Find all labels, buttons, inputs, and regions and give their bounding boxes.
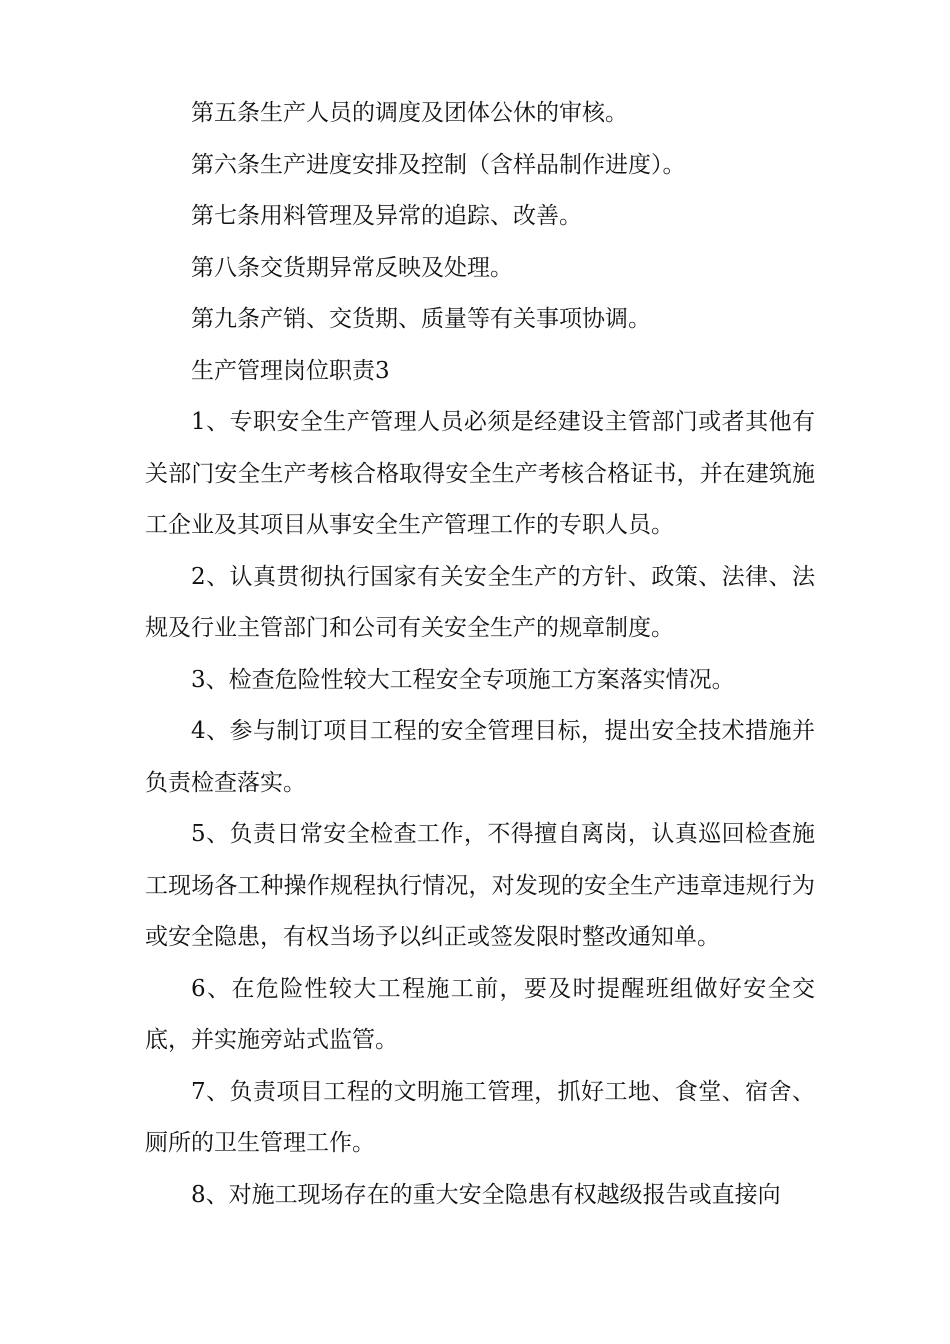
article-6-paragraph: 第六条生产进度安排及控制（含样品制作进度）。 — [191, 151, 686, 178]
duty-item-2: 2、认真贯彻执行国家有关安全生产的方针、政策、法律、法规及行业主管部门和公司有关安全生产的规章制度。 — [145, 563, 815, 641]
duty-item-8: 8、对施工现场存在的重大安全隐患有权越级报告或直接向 — [191, 1181, 781, 1208]
duty-item-5: 5、负责日常安全检查工作，不得擅自离岗，认真巡回检查施工现场各工种操作规程执行情况，对发现的安全生产违章违规行为或安全隐患，有权当场予以纠正或签发限时整改通知单。 — [145, 821, 815, 950]
duty-item-6: 6、在危险性较大工程施工前，要及时提醒班组做好安全交底，并实施旁站式监管。 — [145, 975, 815, 1053]
duty-item-4: 4、参与制订项目工程的安全管理目标，提出安全技术措施并负责检查落实。 — [145, 718, 815, 796]
duty-item-7: 7、负责项目工程的文明施工管理，抓好工地、食堂、宿舍、厕所的卫生管理工作。 — [145, 1078, 815, 1156]
duty-item-3: 3、检查危险性较大工程安全专项施工方案落实情况。 — [191, 666, 735, 693]
duty-item-1: 1、专职安全生产管理人员必须是经建设主管部门或者其他有关部门安全生产考核合格取得安全生产考核合格证书，并在建筑施工企业及其项目从事安全生产管理工作的专职人员。 — [145, 409, 815, 538]
section-heading: 生产管理岗位职责3 — [191, 357, 390, 384]
article-8-paragraph: 第八条交货期异常反映及处理。 — [191, 254, 513, 281]
article-7-paragraph: 第七条用料管理及异常的追踪、改善。 — [191, 203, 582, 229]
document-body — [145, 88, 815, 1221]
article-5-paragraph: 第五条生产人员的调度及团体公休的审核。 — [191, 100, 628, 126]
article-9-paragraph: 第九条产销、交货期、质量等有关事项协调。 — [191, 306, 651, 332]
